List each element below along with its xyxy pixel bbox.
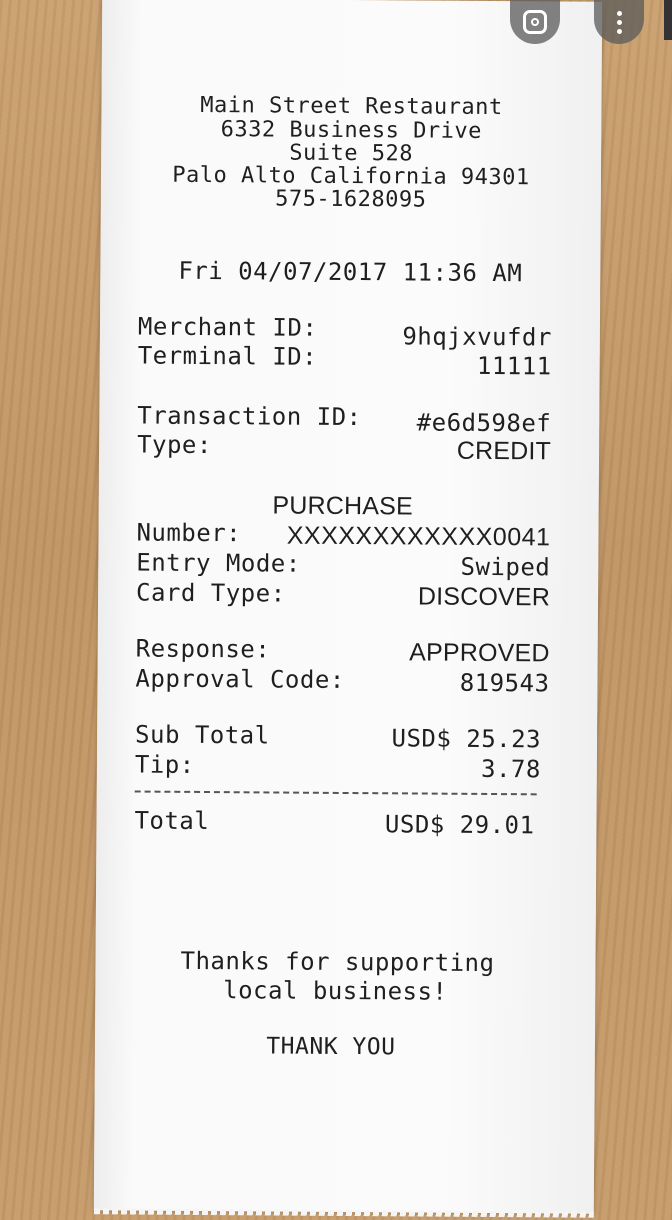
transaction-id-value: #e6d598ef <box>416 408 552 438</box>
lens-glyph <box>523 10 547 34</box>
entry-mode-value: Swiped <box>460 552 551 582</box>
edge-bar <box>664 0 672 40</box>
footer-line-1: Thanks for supporting <box>180 946 495 978</box>
more-vert-icon[interactable] <box>594 0 644 44</box>
response-value: APPROVED <box>409 638 550 668</box>
dots-glyph <box>617 11 622 34</box>
footer-line-2: local business! <box>223 976 448 1006</box>
transaction-id-label: Transaction ID: <box>137 401 362 432</box>
tip-label: Tip: <box>134 750 195 779</box>
tip-value: 3.78 <box>480 754 541 784</box>
transaction-datetime: Fri 04/07/2017 11:36 AM <box>178 256 523 288</box>
purchase-heading: PURCHASE <box>272 491 414 521</box>
merchant-id-value: 9hqjxvufdr <box>402 322 552 352</box>
address-line-1: 6332 Business Drive <box>220 117 482 144</box>
total-label: Total <box>134 806 210 836</box>
type-label: Type: <box>137 430 212 460</box>
merchant-id-label: Merchant ID: <box>137 312 318 342</box>
city-line: Palo Alto California 94301 <box>172 162 530 191</box>
approval-code-value: 819543 <box>459 668 550 698</box>
approval-code-label: Approval Code: <box>135 664 345 694</box>
terminal-id-value: 11111 <box>476 351 552 381</box>
card-number-label: Number: <box>136 518 242 548</box>
subtotal-value: USD$ 25.23 <box>391 724 542 754</box>
phone-number: 575-1628095 <box>275 186 427 213</box>
total-value: USD$ 29.01 <box>384 810 535 840</box>
type-value: CREDIT <box>456 436 552 466</box>
card-number-value: XXXXXXXXXXXX0041 <box>286 521 551 552</box>
response-label: Response: <box>135 634 271 664</box>
total-divider <box>135 791 537 796</box>
entry-mode-label: Entry Mode: <box>136 548 301 578</box>
address-line-2: Suite 528 <box>289 140 414 167</box>
restaurant-name: Main Street Restaurant <box>200 92 503 121</box>
subtotal-label: Sub Total <box>134 720 270 750</box>
thank-you: THANK YOU <box>266 1033 396 1061</box>
terminal-id-label: Terminal ID: <box>137 341 318 371</box>
receipt <box>94 0 602 1214</box>
card-type-value: DISCOVER <box>417 582 551 612</box>
card-type-label: Card Type: <box>135 578 286 608</box>
